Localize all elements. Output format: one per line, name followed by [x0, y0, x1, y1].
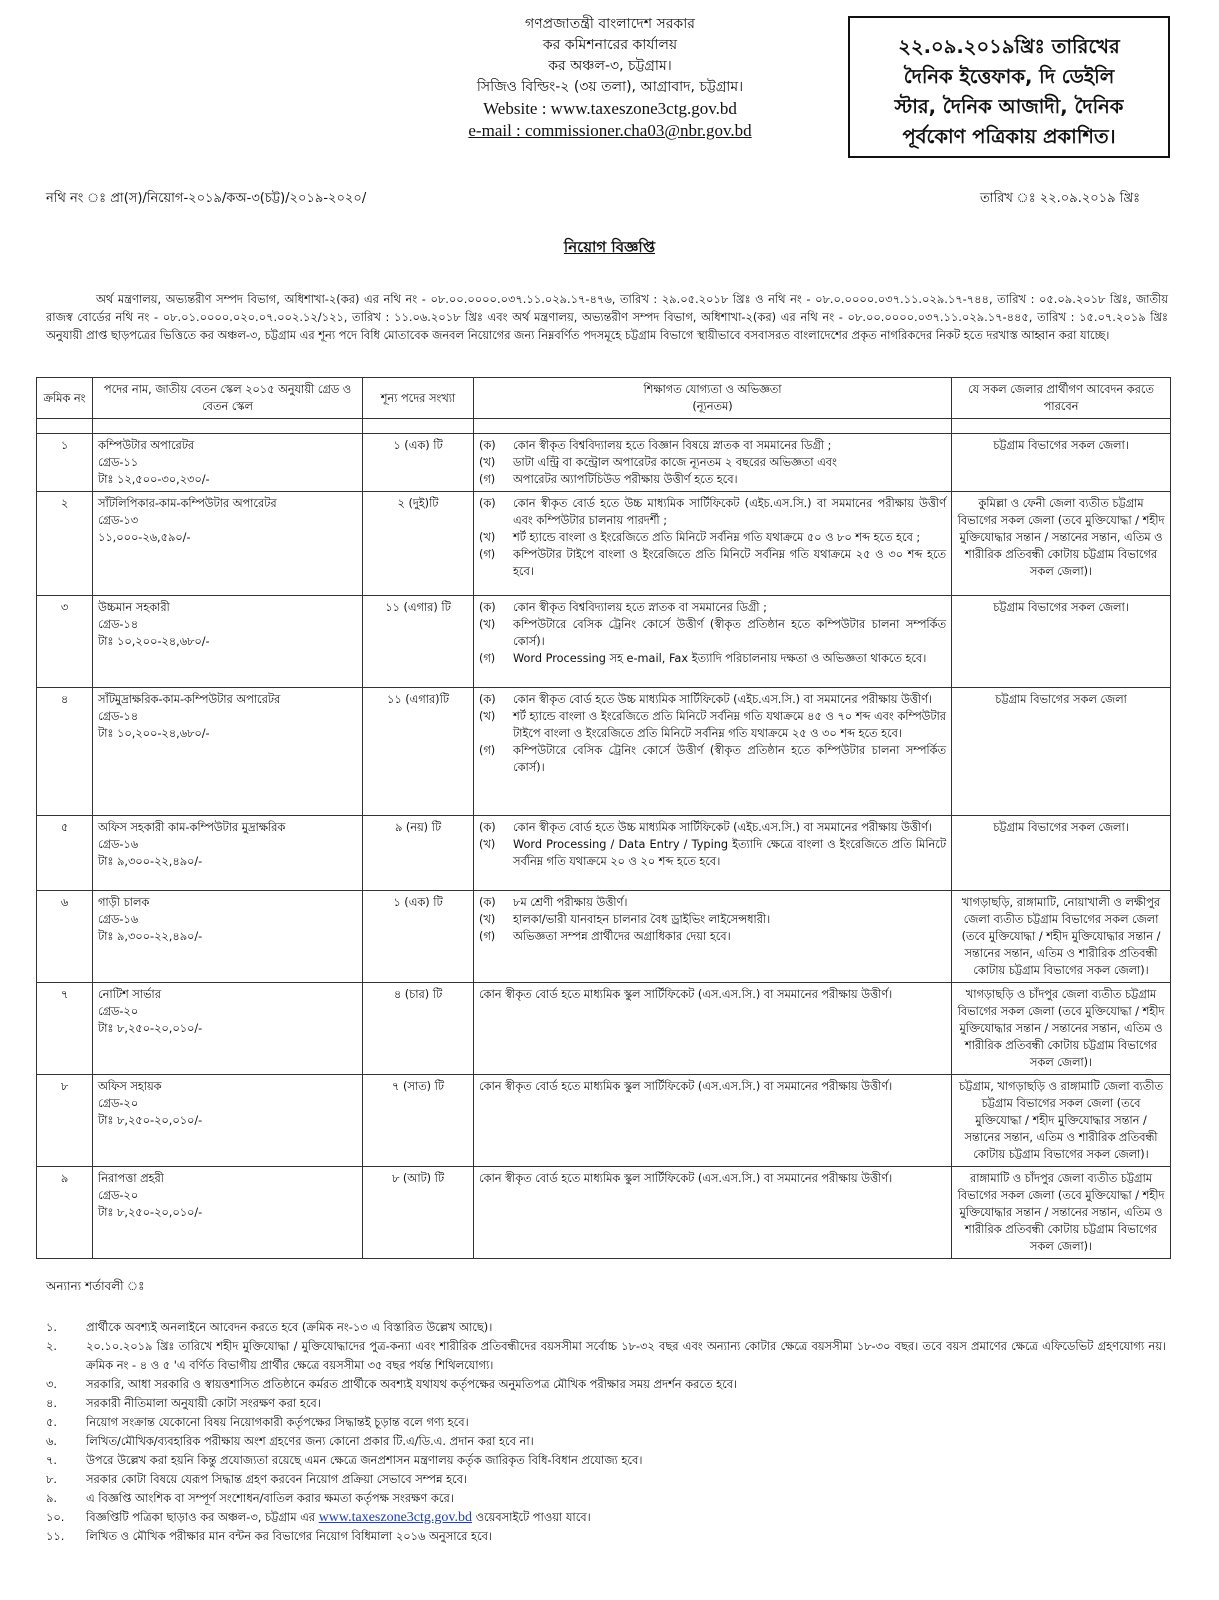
qualification-item: [479, 599, 946, 616]
district-cell: চট্টগ্রাম বিভাগের সকল জেলা।: [952, 434, 1171, 492]
condition-item: [46, 1508, 1166, 1527]
qualification-text: কোন স্বীকৃত বোর্ড হতে মাধ্যমিক স্কুল সার্টিফিকেট (এস.এস.সি.) বা সমমানের পরীক্ষায় উত্তীর্ণ।: [479, 1080, 893, 1093]
spacer-cell: [363, 419, 474, 434]
qualification-text: Word Processing সহ e-mail, Fax ইত্যাদি পরিচালনায় দক্ষতা ও অভিজ্ঞতা থাকতে হবে।: [513, 652, 927, 665]
post-post: অফিস সহকারী কাম-কম্পিউটার মুদ্রাক্ষরিক: [98, 821, 286, 834]
header-qualification-title: শিক্ষাগত যোগ্যতা ও অভিজ্ঞতা: [643, 383, 782, 396]
district-cell: চট্টগ্রাম, খাগড়াছড়ি ও রাঙ্গামাটি জেলা ব্যতীত চট্টগ্রাম বিভাগের সকল জেলা (তবে মুক্তিযোদ্ধা / শহীদ মুক্তিযোদ্ধার সন্তান / সন্তানের সন্তান, এতিম ও শারীরিক প্রতিবন্ধী কোটায় চট্টগ্রাম বিভাগের সকল জেলা)।: [952, 1075, 1171, 1167]
qualification-text: ডাটা এন্ট্রি বা কন্ট্রোল অপারেটর কাজে ন্যূনতম ২ বছরের অভিজ্ঞতা এবং: [513, 456, 837, 469]
condition-number: ৭.: [46, 1453, 58, 1467]
post-scale: টাঃ ৮,২৫০-২০,০১০/-: [98, 1206, 203, 1219]
condition-item: [46, 1318, 1166, 1337]
post-grade: গ্রেড-২০: [98, 1097, 139, 1110]
qualification-item: [479, 650, 946, 667]
condition-item: [46, 1451, 1166, 1470]
qualification-item: [479, 471, 946, 488]
qualification-item: [479, 1078, 946, 1095]
vacancy-count-cell: ৯ (নয়) টি: [363, 816, 474, 891]
serial-cell: ৮: [37, 1075, 93, 1167]
qualification-cell: [474, 596, 952, 688]
qualification-cell: [474, 816, 952, 891]
post-scale: টাঃ ১০,২০০-২৪,৬৮০/-: [98, 727, 210, 740]
post-post: সাঁটমুদ্রাক্ষরিক-কাম-কম্পিউটার অপারেটর: [98, 693, 281, 706]
vacancy-count-cell: ১১ (এগার) টি: [363, 596, 474, 688]
district-cell: কুমিল্লা ও ফেনী জেলা ব্যতীত চট্টগ্রাম বিভাগের সকল জেলা (তবে মুক্তিযোদ্ধা / শহীদ মুক্তিযোদ্ধার সন্তান / সন্তানের সন্তান, এতিম ও শারীরিক প্রতিবন্ধী কোটায় চট্টগ্রাম বিভাগের সকল জেলা)।: [952, 492, 1171, 596]
qualification-text: কোন স্বীকৃত বোর্ড হতে উচ্চ মাধ্যমিক সার্টিফিকেট (এইচ.এস.সি.) বা সমমানের পরীক্ষায় উত্তীর্ণ এবং কম্পিউটার চালনায় পারদর্শী ;: [513, 497, 946, 527]
table-row: [37, 596, 1171, 688]
qualification-marker: (খ): [479, 710, 496, 723]
post-cell: [93, 688, 363, 816]
office-header: [380, 14, 840, 142]
qualification-cell: [474, 891, 952, 983]
qualification-marker: (ক): [479, 821, 496, 834]
table-row: [37, 891, 1171, 983]
qualification-text: কম্পিউটারে বেসিক ট্রেনিং কোর্সে উত্তীর্ণ (স্বীকৃত প্রতিষ্ঠান হতে কম্পিউটার চালনা সম্পর্কিত কোর্স)।: [513, 618, 946, 648]
header-vacancy-count: শূন্য পদের সংখ্যা: [363, 378, 474, 419]
qualification-marker: (খ): [479, 618, 496, 631]
condition-number: ১.: [46, 1320, 58, 1334]
qualification-text: অপারেটর অ্যাপটিচিউড পরীক্ষায় উত্তীর্ণ হতে হবে।: [513, 473, 738, 486]
district-cell: খাগড়াছড়ি ও চাঁদপুর জেলা ব্যতীত চট্টগ্রাম বিভাগের সকল জেলা (তবে মুক্তিযোদ্ধা / শহীদ মুক্তিযোদ্ধার সন্তান / সন্তানের সন্তান, এতিম ও শারীরিক প্রতিবন্ধী কোটায় চট্টগ্রাম বিভাগের সকল জেলা)।: [952, 983, 1171, 1075]
serial-cell: ৫: [37, 816, 93, 891]
qualification-marker: (গ): [479, 473, 496, 486]
condition-number: ১১.: [46, 1529, 65, 1543]
condition-number: ৯.: [46, 1491, 58, 1505]
condition-text-before: বিজ্ঞপ্তিটি পত্রিকা ছাড়াও কর অঞ্চল-৩, চট্টগ্রাম এর: [86, 1510, 319, 1524]
table-header-row: [37, 378, 1171, 419]
post-post: গাড়ী চালক: [98, 896, 150, 909]
qualification-item: [479, 616, 946, 650]
condition-number: ৬.: [46, 1434, 58, 1448]
notice-date: তারিখ ঃ ২২.০৯.২০১৯ খ্রিঃ: [980, 191, 1141, 206]
qualification-text: কম্পিউটার টাইপে বাংলা ও ইংরেজিতে প্রতি মিনিটে সর্বনিম্ন গতি যথাক্রমে ২৫ ও ৩০ শব্দ হতে হবে।: [513, 548, 946, 578]
notice-title: নিয়োগ বিজ্ঞপ্তি: [563, 238, 656, 256]
condition-number: ২.: [46, 1339, 58, 1353]
header-district: যে সকল জেলার প্রার্থীগণ আবেদন করতে পারবেন: [952, 378, 1171, 419]
condition-text: [86, 1508, 1166, 1527]
spacer-cell: [93, 419, 363, 434]
header-qualification-sub: (ন্যূনতম): [692, 400, 733, 413]
post-grade: গ্রেড-১৩: [98, 514, 139, 527]
reference-number: নথি নং ঃ প্রা(স)/নিয়োগ-২০১৯/কঅ-৩(চট্ট)/২০১৯-২০২০/: [46, 191, 367, 206]
condition-item: [46, 1432, 1166, 1451]
qualification-text: অভিজ্ঞতা সম্পন্ন প্রার্থীদের অগ্রাধিকার দেয়া হবে।: [513, 930, 731, 943]
condition-text: লিখিত ও মৌখিক পরীক্ষার মান বন্টন কর বিভাগের নিয়োগ বিধিমালা ২০১৬ অনুসারে হবে।: [86, 1529, 492, 1543]
serial-cell: ৬: [37, 891, 93, 983]
table-row: [37, 1167, 1171, 1259]
qualification-item: [479, 986, 946, 1003]
qualification-text: কোন স্বীকৃত বোর্ড হতে উচ্চ মাধ্যমিক সার্টিফিকেট (এইচ.এস.সি.) বা সমমানের পরীক্ষায় উত্তীর্ণ।: [513, 821, 932, 834]
serial-cell: ২: [37, 492, 93, 596]
post-grade: গ্রেড-২০: [98, 1189, 139, 1202]
table-row: [37, 1075, 1171, 1167]
post-scale: ১১,০০০-২৬,৫৯০/-: [98, 531, 191, 544]
qualification-cell: [474, 434, 952, 492]
post-grade: গ্রেড-২০: [98, 1005, 139, 1018]
qualification-marker: (গ): [479, 930, 496, 943]
table-body: [37, 434, 1171, 1259]
post-grade: গ্রেড-১৪: [98, 618, 139, 631]
qualification-item: [479, 742, 946, 776]
condition-item: [46, 1489, 1166, 1508]
conditions-list: [46, 1318, 1166, 1546]
vacancy-count-cell: ৪ (চার) টি: [363, 983, 474, 1075]
qualification-text: কম্পিউটারে বেসিক ট্রেনিং কোর্সে উত্তীর্ণ (স্বীকৃত প্রতিষ্ঠান হতে কম্পিউটার চালনা সম্পর্কিত কোর্স)।: [513, 744, 946, 774]
intro-paragraph: অর্থ মন্ত্রণালয়, অভ্যন্তরীণ সম্পদ বিভাগ, অধিশাখা-২(কর) এর নথি নং - ০৮.০০.০০০০.০৩৭.১১.০২৯.১৭-৪৭৬, তারিখ : ২৯.০৫.২০১৮ খ্রিঃ ও নথি নং - ০৮.০.০০০০.০৩৭.১১.০২৯.১৭-৭৪৪, তারিখ : ০৫.০৯.২০১৮ খ্রিঃ, জাতীয় রাজস্ব বোর্ডের নথি নং - ০৮.০১.০০০০.০২০.০৭.০০২.১২/১২১, তারিখ : ১১.০৬.২০১৮ খ্রিঃ এবং অর্থ মন্ত্রণালয়, অভ্যন্তরীণ সম্পদ বিভাগ, অধিশাখা-২(কর) এর নথি নং - ০৮.০০.০০০০.০৩৭.১১.০২৯.১৭-৪৪৫, তারিখ : ১৫.০৭.২০১৯ খ্রিঃ অনুযায়ী প্রাপ্ত ছাড়পত্রের ভিত্তিতে কর অঞ্চল-৩, চট্টগ্রাম এর শূন্য পদে বিধি মোতাবেক জনবল নিয়োগের জন্য নিম্নবর্ণিত পদসমূহে চট্টগ্রাম বিভাগে স্থায়ীভাবে বসবাসরত বাংলাদেশের প্রকৃত নাগরিকদের নিকট হতে দরখাস্ত আহ্বান করা যাচ্ছে।: [46, 292, 1168, 342]
post-grade: গ্রেড-১৬: [98, 838, 139, 851]
qualification-cell: [474, 688, 952, 816]
conditions-title: অন্যান্য শর্তাবলী ঃ: [46, 1279, 145, 1293]
qualification-text: শর্ট হ্যান্ডে বাংলা ও ইংরেজিতে প্রতি মিনিটে সর্বনিম্ন গতি যথাক্রমে ৪৫ ও ৭০ শব্দ এবং কম্পিউটার টাইপে বাংলা ও ইংরেজিতে প্রতি মিনিটে সর্বনিম্ন গতি যথাক্রমে ২৫ ও ৩০ শব্দ হতে হবে।: [513, 710, 946, 740]
qualification-cell: [474, 983, 952, 1075]
qualification-marker: (ক): [479, 601, 496, 614]
header-address: সিজিও বিল্ডিং-২ (৩য় তলা), আগ্রাবাদ, চট্টগ্রাম।: [476, 79, 744, 95]
vacancy-count-cell: ১ (এক) টি: [363, 891, 474, 983]
header-website[interactable]: Website : www.taxeszone3ctg.gov.bd: [483, 99, 737, 118]
condition-text: সরকারি, আধা সরকারি ও স্বায়ত্তশাসিত প্রতিষ্ঠানে কর্মরত প্রার্থীকে অবশ্যই যথাযথ কর্তৃপক্ষের অনুমতিপত্র মৌখিক পরীক্ষার সময় প্রদর্শন করতে হবে।: [86, 1377, 738, 1391]
qualification-item: [479, 495, 946, 529]
header-serial: ক্রমিক নং: [37, 378, 93, 419]
header-post: পদের নাম, জাতীয় বেতন স্কেল ২০১৫ অনুযায়ী গ্রেড ও বেতন স্কেল: [93, 378, 363, 419]
condition-item: [46, 1375, 1166, 1394]
condition-number: ৩.: [46, 1377, 58, 1391]
qualification-item: [479, 529, 946, 546]
qualification-text: Word Processing / Data Entry / Typing ইত্যাদি ক্ষেত্রে বাংলা ও ইংরেজিতে প্রতি মিনিটে সর্বনিম্ন গতি যথাক্রমে ২০ ও ২০ শব্দ হতে হবে।: [513, 838, 946, 868]
serial-cell: ৯: [37, 1167, 93, 1259]
publication-line-2: দৈনিক ইত্তেফাক, দি ডেইলি: [903, 65, 1115, 88]
qualification-text: কোন স্বীকৃত বোর্ড হতে মাধ্যমিক স্কুল সার্টিফিকেট (এস.এস.সি.) বা সমমানের পরীক্ষায় উত্তীর্ণ।: [479, 1172, 893, 1185]
table-spacer-row: [37, 419, 1171, 434]
qualification-marker: (ক): [479, 439, 496, 452]
condition-text: এ বিজ্ঞপ্তি আংশিক বা সম্পূর্ণ সংশোধন/বাতিল করার ক্ষমতা কর্তৃপক্ষ সংরক্ষণ করে।: [86, 1491, 454, 1505]
header-zone: কর অঞ্চল-৩, চট্টগ্রাম।: [548, 58, 672, 74]
serial-cell: ৭: [37, 983, 93, 1075]
post-cell: [93, 983, 363, 1075]
header-government: গণপ্রজাতন্ত্রী বাংলাদেশ সরকার: [525, 16, 695, 32]
post-scale: টাঃ ৮,২৫০-২০,০১০/-: [98, 1114, 203, 1127]
qualification-marker: (খ): [479, 531, 496, 544]
header-office: কর কমিশনারের কার্যালয়: [542, 37, 678, 53]
condition-number: ৫.: [46, 1415, 58, 1429]
qualification-item: [479, 1170, 946, 1187]
post-cell: [93, 434, 363, 492]
post-grade: গ্রেড-১৪: [98, 710, 139, 723]
vacancy-count-cell: ৮ (আট) টি: [363, 1167, 474, 1259]
qualification-marker: (ক): [479, 693, 496, 706]
post-cell: [93, 816, 363, 891]
qualification-marker: (খ): [479, 456, 496, 469]
district-cell: চট্টগ্রাম বিভাগের সকল জেলা: [952, 688, 1171, 816]
qualification-text: কোন স্বীকৃত বোর্ড হতে উচ্চ মাধ্যমিক সার্টিফিকেট (এইচ.এস.সি.) বা সমমানের পরীক্ষায় উত্তীর্ণ।: [513, 693, 932, 706]
condition-text: নিয়োগ সংক্রান্ত যেকোনো বিষয় নিয়োগকারী কর্তৃপক্ষের সিদ্ধান্তই চূড়ান্ত বলে গণ্য হবে।: [86, 1415, 469, 1429]
condition-item: [46, 1413, 1166, 1432]
qualification-marker: (গ): [479, 652, 496, 665]
condition-item: [46, 1527, 1166, 1546]
publication-line-4: পূর্বকোণ পত্রিকায় প্রকাশিত।: [902, 125, 1116, 148]
qualification-marker: (খ): [479, 838, 496, 851]
qualification-item: [479, 928, 946, 945]
district-cell: চট্টগ্রাম বিভাগের সকল জেলা।: [952, 596, 1171, 688]
post-grade: গ্রেড-১৬: [98, 913, 139, 926]
condition-text: ২০.১০.২০১৯ খ্রিঃ তারিখে শহীদ মুক্তিযোদ্ধা / মুক্তিযোদ্ধাদের পুত্র-কন্যা এবং শারীরিক প্রতিবন্ধীদের বয়সসীমা সর্বোচ্চ ১৮-৩২ বছর এবং অন্যান্য কোটার ক্ষেত্রে বয়সসীমা ১৮-৩০ বছর। তবে বয়স প্রমাণের ক্ষেত্রে এফিডেভিট গ্রহণযোগ্য নয়। ক্রমিক নং - ৪ ও ৫ 'এ বর্ণিত বিভাগীয় প্রার্থীর ক্ষেত্রে বয়সসীমা ৩৫ বছর পর্যন্ত শিথিলযোগ্য।: [86, 1339, 1166, 1372]
qualification-item: [479, 894, 946, 911]
condition-item: [46, 1337, 1166, 1375]
table-row: [37, 983, 1171, 1075]
table-row: [37, 816, 1171, 891]
qualification-item: [479, 691, 946, 708]
serial-cell: ১: [37, 434, 93, 492]
post-cell: [93, 596, 363, 688]
condition-text: উপরে উল্লেখ করা হয়নি কিন্তু প্রযোজ্যতা রয়েছে এমন ক্ষেত্রে জনপ্রশাসন মন্ত্রণালয় কর্তৃক জারিকৃত বিধি-বিধান প্রযোজ্য হবে।: [86, 1453, 643, 1467]
post-scale: টাঃ ১০,২০০-২৪,৬৮০/-: [98, 635, 210, 648]
qualification-item: [479, 911, 946, 928]
post-post: নিরাপত্তা প্রহরী: [98, 1172, 164, 1185]
condition-text: সরকারী নীতিমালা অনুযায়ী কোটা সংরক্ষণ করা হবে।: [86, 1396, 321, 1410]
qualification-marker: (ক): [479, 896, 496, 909]
condition-item: [46, 1470, 1166, 1489]
district-cell: খাগড়াছড়ি, রাঙ্গামাটি, নোয়াখালী ও লক্ষীপুর জেলা ব্যতীত চট্টগ্রাম বিভাগের সকল জেলা (তবে মুক্তিযোদ্ধা / শহীদ মুক্তিযোদ্ধার সন্তান / সন্তানের সন্তান, এতিম ও শারীরিক প্রতিবন্ধী কোটায় চট্টগ্রাম বিভাগের সকল জেলা)।: [952, 891, 1171, 983]
post-post: অফিস সহায়ক: [98, 1080, 162, 1093]
qualification-item: [479, 708, 946, 742]
qualification-cell: [474, 1075, 952, 1167]
condition-number: ৮.: [46, 1472, 58, 1486]
spacer-cell: [474, 419, 952, 434]
condition-text: লিখিত/মৌখিক/ব্যবহারিক পরীক্ষায় অংশ গ্রহণের জন্য কোনো প্রকার টি.এ/ডি.এ. প্রদান করা হবে না।: [86, 1434, 534, 1448]
vacancy-count-cell: ২ (দুই)টি: [363, 492, 474, 596]
qualification-item: [479, 437, 946, 454]
post-post: সাঁটলিপিকার-কাম-কম্পিউটার অপারেটর: [98, 497, 277, 510]
qualification-text: শর্ট হ্যান্ডে বাংলা ও ইংরেজিতে প্রতি মিনিটে সর্বনিম্ন গতি যথাক্রমে ৫০ ও ৮০ শব্দ হতে হবে ;: [513, 531, 921, 544]
qualification-item: [479, 819, 946, 836]
publication-box: [848, 16, 1170, 158]
qualification-text: কোন স্বীকৃত বোর্ড হতে মাধ্যমিক স্কুল সার্টিফিকেট (এস.এস.সি.) বা সমমানের পরীক্ষায় উত্তীর্ণ।: [479, 988, 893, 1001]
vacancy-count-cell: ১ (এক) টি: [363, 434, 474, 492]
condition-text: প্রার্থীকে অবশ্যই অনলাইনে আবেদন করতে হবে (ক্রমিক নং-১৩ এ বিস্তারিত উল্লেখ আছে)।: [86, 1320, 493, 1334]
vacancy-count-cell: ৭ (সাত) টি: [363, 1075, 474, 1167]
serial-cell: ৪: [37, 688, 93, 816]
condition-text-after: ওয়েবসাইটে পাওয়া যাবে।: [472, 1510, 591, 1524]
qualification-marker: (গ): [479, 548, 496, 561]
header-email[interactable]: e-mail : commissioner.cha03@nbr.gov.bd: [468, 121, 752, 140]
qualification-cell: [474, 1167, 952, 1259]
publication-line-1: ২২.০৯.২০১৯খ্রিঃ তারিখের: [898, 35, 1120, 58]
condition-text: সরকার কোটা বিষয়ে যেরূপ সিদ্ধান্ত গ্রহণ করবেন নিয়োগ প্রক্রিয়া সেভাবে সম্পন্ন হবে।: [86, 1472, 468, 1486]
qualification-item: [479, 454, 946, 471]
qualification-text: কোন স্বীকৃত বিশ্ববিদ্যালয় হতে স্নাতক বা সমমানের ডিগ্রী ;: [513, 601, 767, 614]
table-row: [37, 492, 1171, 596]
qualification-marker: (ক): [479, 497, 496, 510]
qualification-marker: (খ): [479, 913, 496, 926]
post-post: কম্পিউটার অপারেটর: [98, 439, 195, 452]
serial-cell: ৩: [37, 596, 93, 688]
condition-item: [46, 1394, 1166, 1413]
table-row: [37, 688, 1171, 816]
spacer-cell: [952, 419, 1171, 434]
post-cell: [93, 1075, 363, 1167]
post-scale: টাঃ ৯,৩০০-২২,৪৯০/-: [98, 930, 203, 943]
post-cell: [93, 891, 363, 983]
vacancy-count-cell: ১১ (এগার)টি: [363, 688, 474, 816]
qualification-text: কোন স্বীকৃত বিশ্ববিদ্যালয় হতে বিজ্ঞান বিষয়ে স্নাতক বা সমমানের ডিগ্রী ;: [513, 439, 832, 452]
qualification-marker: (গ): [479, 744, 496, 757]
qualification-item: [479, 546, 946, 580]
vacancy-table: [36, 377, 1171, 1259]
post-scale: টাঃ ১২,৫০০-৩০,২৩০/-: [98, 473, 210, 486]
post-scale: টাঃ ৯,৩০০-২২,৪৯০/-: [98, 855, 203, 868]
post-scale: টাঃ ৮,২৫০-২০,০১০/-: [98, 1022, 203, 1035]
spacer-cell: [37, 419, 93, 434]
post-cell: [93, 1167, 363, 1259]
publication-line-3: স্টার, দৈনিক আজাদী, দৈনিক: [894, 95, 1124, 118]
district-cell: রাঙ্গামাটি ও চাঁদপুর জেলা ব্যতীত চট্টগ্রাম বিভাগের সকল জেলা (তবে মুক্তিযোদ্ধা / শহীদ মুক্তিযোদ্ধার সন্তান / সন্তানের সন্তান, এতিম ও শারীরিক প্রতিবন্ধী কোটায় চট্টগ্রাম বিভাগের সকল জেলা)।: [952, 1167, 1171, 1259]
post-cell: [93, 492, 363, 596]
qualification-cell: [474, 492, 952, 596]
district-cell: চট্টগ্রাম বিভাগের সকল জেলা।: [952, 816, 1171, 891]
qualification-text: ৮ম শ্রেণী পরীক্ষায় উত্তীর্ণ।: [513, 896, 628, 909]
website-link[interactable]: www.taxeszone3ctg.gov.bd: [318, 1510, 472, 1525]
post-grade: গ্রেড-১১: [98, 456, 139, 469]
qualification-item: [479, 836, 946, 870]
post-post: উচ্চমান সহকারী: [98, 601, 170, 614]
condition-number: ১০.: [46, 1510, 65, 1524]
condition-number: ৪.: [46, 1396, 58, 1410]
post-post: নোটিশ সার্ভার: [98, 988, 161, 1001]
table-row: [37, 434, 1171, 492]
header-qualification: [474, 378, 952, 419]
qualification-text: হালকা/ভারী যানবাহন চালনার বৈধ ড্রাইভিং লাইসেন্সধারী।: [513, 913, 771, 926]
